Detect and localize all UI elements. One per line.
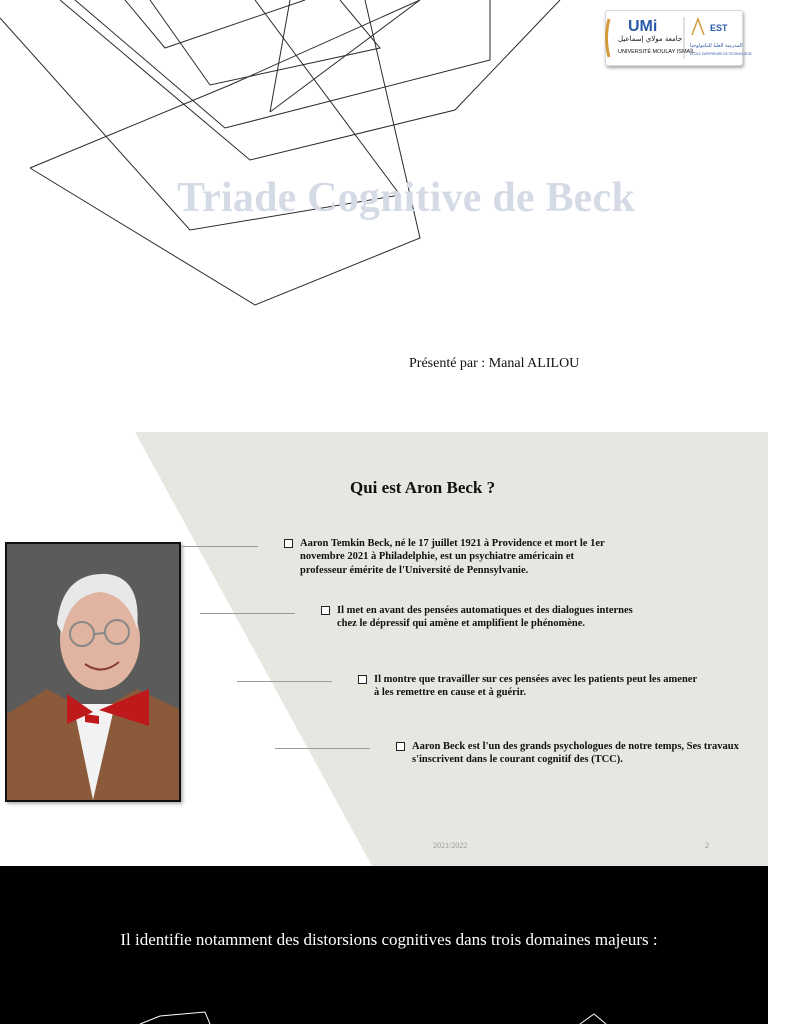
- title-slide: [0, 0, 768, 432]
- slide-heading: Qui est Aron Beck ?: [350, 478, 496, 497]
- svg-text:المدرسة العليا للتكنولوجيا: المدرسة العليا للتكنولوجيا: [690, 43, 743, 49]
- checkbox-bullet-icon: [284, 539, 293, 548]
- connector-line: [200, 613, 295, 614]
- svg-text:ECOLE SUPERIEURE DE TECHNOLOGI: ECOLE SUPERIEURE DE TECHNOLOGIE: [690, 52, 752, 56]
- connector-line: [182, 546, 258, 547]
- checkbox-bullet-icon: [396, 742, 405, 751]
- bullet-item: Il montre que travailler sur ces pensées avec les patients peut les amener à les remettre en cause et à guérir.: [374, 673, 704, 700]
- bullet-item: Aaron Beck est l'un des grands psychologues de notre temps, Ses travaux s'inscrivent dans le courant cognitif des (TCC).: [412, 740, 742, 767]
- checkbox-bullet-icon: [321, 606, 330, 615]
- presenter-name: Présenté par : Manal ALILOU: [409, 356, 580, 371]
- bullet-item: Il met en avant des pensées automatiques et des dialogues internes chez le dépressif qui amène et amplifient le phénomène.: [337, 604, 637, 631]
- university-logo: [605, 10, 752, 66]
- slide-text: Il identifie notamment des distorsions cognitives dans trois domaines majeurs :: [120, 930, 658, 949]
- distortions-slide: [0, 866, 768, 1024]
- checkbox-bullet-icon: [358, 675, 367, 684]
- svg-text:UMi: UMi: [628, 18, 658, 35]
- footer-date: 2021/2022: [433, 841, 468, 850]
- slide-title: Triade Cognitive de Beck: [177, 175, 635, 221]
- aaron-beck-photo: [5, 542, 181, 802]
- connector-line: [275, 748, 370, 749]
- connector-line: [237, 681, 332, 682]
- svg-text:UNIVERSITÉ MOULAY ISMAÏL: UNIVERSITÉ MOULAY ISMAÏL: [618, 49, 695, 55]
- decorative-shapes: [0, 1006, 768, 1024]
- bullet-item: Aaron Temkin Beck, né le 17 juillet 1921 à Providence et mort le 1er novembre 2021 à Philadelphie, est un psychiatre américain et professeur émérite de l'Université de Pennsylvanie.: [300, 537, 618, 577]
- page-number: 2: [705, 841, 709, 850]
- about-beck-slide: [0, 432, 768, 866]
- svg-text:EST: EST: [710, 23, 728, 33]
- svg-text:جامعة مولاي إسماعيل: جامعة مولاي إسماعيل: [618, 35, 683, 43]
- portrait-illustration: [7, 544, 179, 800]
